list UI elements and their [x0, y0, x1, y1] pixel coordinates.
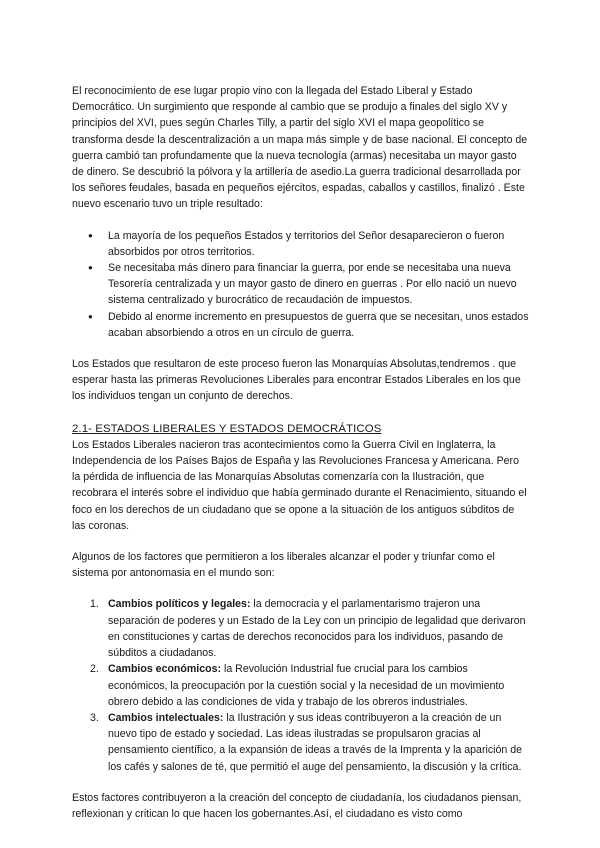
list-item [90, 596, 530, 661]
list-item [90, 710, 530, 775]
item-number: 2. [90, 663, 99, 676]
factors-list [72, 596, 530, 774]
list-item: ● La mayoría de los pequeños Estados y territorios del Señor desaparecieron o fueron absorbidos por otros territorios. [108, 228, 530, 260]
list-item: ● Se necesitaba más dinero para financiar la guerra, por ende se necesitaba una nueva Tesorería centralizada y un mayor gasto de dinero en guerras . Por ello nació un nuevo sistema centralizado y burocrático de recaudación de impuestos. [108, 260, 530, 309]
list-item: ● Debido al enorme incremento en presupuestos de guerra que se necesitan, unos estados acaban absorbiendo a otros en un círculo de guerra. [108, 309, 530, 341]
absolutist-paragraph: Los Estados que resultaron de este proceso fueron las Monarquías Absolutas,tendremos . que esperar hasta las primeras Revoluciones Liberales para encontrar Estados Liberales en los que los individuos tengan un conjunto de derechos. [72, 358, 521, 403]
item-number: 3. [90, 711, 99, 724]
intro-paragraph: El reconocimiento de ese lugar propio vino con la llegada del Estado Liberal y Estado Democrático. Un surgimiento que responde al cambio que se produjo a finales del siglo XV y principios del XVI, pues según Charles Tilly, a partir del siglo XVI el mapa geopolítico se transforma desde la descentralización a un mapa más simple y de base nacional. El concepto de guerra cambió tan profundamente que la nueva tecnología (armas) necesitaba un mayor gasto de dinero. Se descubrió la pólvora y la artillería de asedio.La guerra tradicional desarrollada por los señores feudales, basada en pequeños ejércitos, espadas, caballos y castillos, finalizó . Este nuevo escenario tuvo un triple resultado: [72, 85, 528, 211]
item-text: la Ilustración y sus ideas contribuyeron a la creación de un nuevo tipo de estado y sociedad. Las ideas ilustradas se propulsaron gracias al pensamiento científico, a la expansión de ideas a través de la Imprenta y la aparición de los cafés y salones de té, que permitió el auge del pensamiento, la discusión y la crítica. [108, 711, 522, 773]
item-title: Cambios intelectuales: [108, 711, 224, 724]
item-text: la Revolución Industrial fue crucial para los cambios económicos, la preocupación por la cuestión social y la necesidad de un movimiento obrero debido a las condiciones de vida y trabajo de los obreros industriales. [108, 663, 505, 708]
document-page [72, 83, 530, 822]
liberal-states-paragraph: Los Estados Liberales nacieron tras acontecimientos como la Guerra Civil en Inglaterra, la Independencia de los Países Bajos de España y las Revoluciones Francesa y Americana. Pero la pérdida de influencia de las Monarquías Absolutas comenzaría con la Ilustración, que recobrara el interés sobre el individuo que había germinado durante el Renacimiento, situando el foco en los derechos de un ciudadano que se opone a la situación de los antiguos súbditos de las coronas. [72, 438, 527, 532]
section-heading: 2.1- ESTADOS LIBERALES Y ESTADOS DEMOCRÁTICOS [72, 422, 382, 435]
item-title: Cambios políticos y legales: [108, 598, 251, 611]
conclusion-paragraph: Estos factores contribuyeron a la creación del concepto de ciudadanía, los ciudadanos piensan, reflexionan y critican lo que hacen los gobernantes.Así, el ciudadano es visto como [72, 791, 522, 820]
item-number: 1. [90, 598, 99, 611]
item-title: Cambios económicos: [108, 663, 222, 676]
factors-intro-paragraph: Algunos de los factores que permitieron a los liberales alcanzar el poder y triunfar como el sistema por antonomasia en el mundo son: [72, 551, 495, 580]
item-text: la democracia y el parlamentarismo trajeron una separación de poderes y un Estado de la Ley con un principio de legalidad que derivaron en constituciones y cartas de derechos reconocidos para los individuos, pasando de súbditos a ciudadanos. [108, 598, 526, 660]
list-item [90, 661, 530, 710]
results-list [72, 228, 530, 341]
